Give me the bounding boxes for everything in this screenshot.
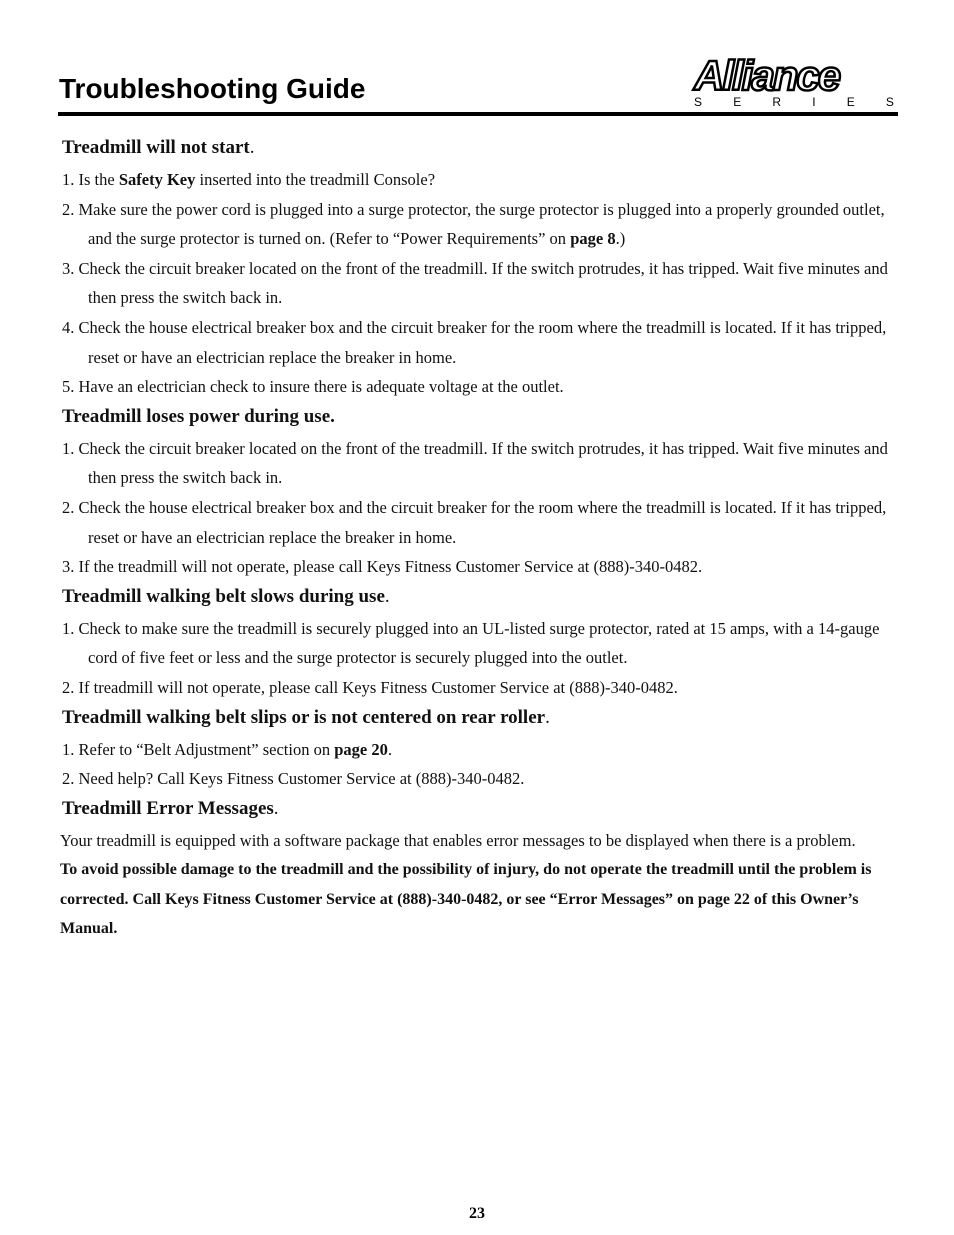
- list-item: 1. Check to make sure the treadmill is securely plugged into an UL-listed surge protector, rated at 15 amps, with a 14-gauge cord of five feet or less and the surge protector is securely plugged into the outlet.: [62, 618, 880, 668]
- section-belt-slips: [60, 703, 892, 794]
- list-item: 3. Check the circuit breaker located on the front of the treadmill. If the switch protrudes, it has tripped. Wait five minutes and then press the switch back in.: [62, 258, 888, 308]
- header-rule: [58, 112, 898, 116]
- troubleshooting-content: [60, 133, 892, 944]
- error-intro-paragraph: Your treadmill is equipped with a software package that enables error messages to be displayed when there is a problem.: [60, 830, 856, 850]
- logo-wordmark: Alliance: [694, 52, 840, 99]
- section-heading: Treadmill Error Messages.: [62, 797, 279, 819]
- section-error-messages: [60, 794, 892, 944]
- page-number: 23: [469, 1205, 485, 1222]
- list-item: 1. Is the Safety Key inserted into the treadmill Console?: [62, 170, 436, 189]
- list-item: 4. Check the house electrical breaker box and the circuit breaker for the room where the treadmill is located. If it has tripped, reset or have an electrician replace the breaker in home.: [62, 317, 887, 367]
- alliance-series-logo: [690, 54, 900, 112]
- list-item: 2. Check the house electrical breaker box and the circuit breaker for the room where the treadmill is located. If it has tripped, reset or have an electrician replace the breaker in home.: [62, 497, 887, 547]
- list-item: 5. Have an electrician check to insure there is adequate voltage at the outlet.: [62, 377, 564, 397]
- section-will-not-start: [60, 133, 892, 402]
- list-item: 1. Check the circuit breaker located on the front of the treadmill. If the switch protrudes, it has tripped. Wait five minutes and then press the switch back in.: [62, 438, 888, 488]
- section-heading: Treadmill will not start.: [62, 137, 255, 158]
- list-item: 1. Refer to “Belt Adjustment” section on page 20.: [62, 739, 392, 759]
- warning-paragraph: To avoid possible damage to the treadmill and the possibility of injury, do not operate the treadmill until the problem is corrected. Call Keys Fitness Customer Service at (888)-340-0482, or see “Error Messages” on page 22 of this Owner’s Manual.: [60, 861, 872, 938]
- section-heading: Treadmill walking belt slows during use.: [62, 585, 390, 607]
- list-item: 2. Need help? Call Keys Fitness Customer Service at (888)-340-0482.: [62, 769, 525, 789]
- page-title: Troubleshooting Guide: [59, 73, 366, 104]
- section-heading: Treadmill walking belt slips or is not centered on rear roller.: [62, 706, 550, 728]
- list-item: 3. If the treadmill will not operate, please call Keys Fitness Customer Service at (888)-340-0482.: [62, 557, 703, 577]
- section-loses-power: [60, 402, 892, 582]
- list-item: 2. If treadmill will not operate, please call Keys Fitness Customer Service at (888)-340-0482.: [62, 677, 678, 697]
- section-belt-slows: [60, 582, 892, 703]
- logo-series-text: S E R I E S: [694, 95, 894, 109]
- section-heading: Treadmill loses power during use.: [62, 405, 335, 427]
- list-item: 2. Make sure the power cord is plugged into a surge protector, the surge protector is plugged into a properly grounded outlet, and the surge protector is turned on. (Refer to “Power Requirements” on page 8.): [62, 199, 885, 249]
